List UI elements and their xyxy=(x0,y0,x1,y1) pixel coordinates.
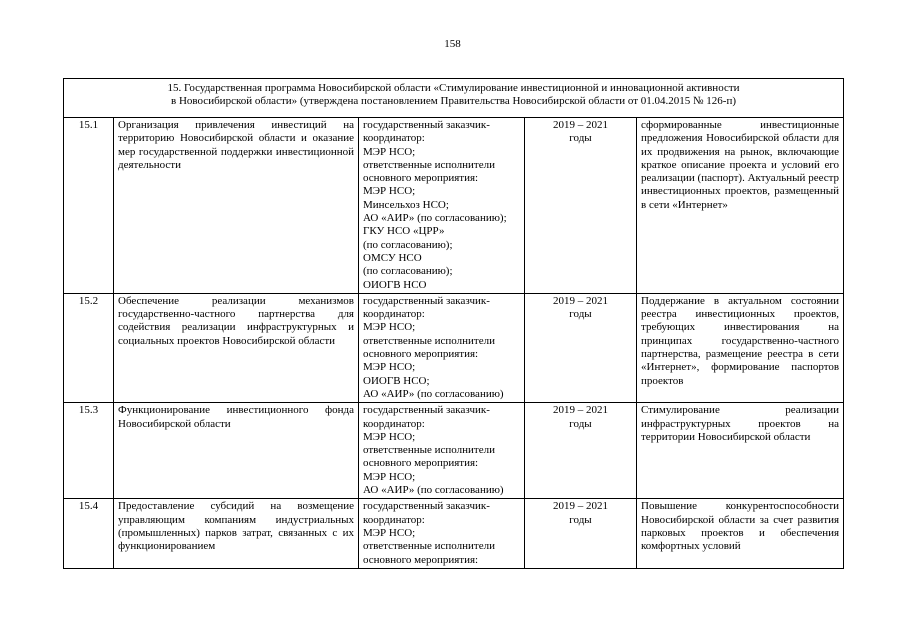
table-row xyxy=(64,499,844,568)
executors xyxy=(359,118,525,294)
table-row xyxy=(64,293,844,402)
executor-line: АО «АИР» (по согласованию) xyxy=(363,387,504,400)
executor-line: основного мероприятия: xyxy=(363,172,479,185)
executor-line: государственный заказчик- xyxy=(363,119,490,131)
executor-line: МЭР НСО; xyxy=(363,526,416,539)
program-header-row xyxy=(64,79,844,118)
executor-line: МЭР НСО; xyxy=(363,361,416,374)
executor-line: ОИОГВ НСО xyxy=(363,278,427,291)
executor-line: МЭР НСО; xyxy=(363,470,416,483)
row-number: 15.3 xyxy=(64,403,114,499)
executor-line: координатор: xyxy=(363,132,425,145)
expected-result: сформированные инвестиционные предложения Новосибирской области для их продвижения на рынок, включающие краткое описание проекта и условий его реализации (паспорт). Актуальный реестр инвестиционных проектов, размещенный в сети «Интернет» xyxy=(637,118,844,294)
table-row xyxy=(64,403,844,499)
measure-name: Предоставление субсидий на возмещение управляющим компаниям индустриальных (промышленных) парков затрат, связанных с их функционированием xyxy=(114,499,359,568)
executor-line: ГКУ НСО «ЦРР» xyxy=(363,225,445,238)
executor-line: АО «АИР» (по согласованию) xyxy=(363,484,504,497)
measure-name: Функционирование инвестиционного фонда Новосибирской области xyxy=(114,403,359,499)
executor-line: Минсельхоз НСО; xyxy=(363,198,449,211)
period-years: 2019 – 2021 xyxy=(553,294,608,307)
executor-line: государственный заказчик- xyxy=(363,404,490,417)
executor-line: координатор: xyxy=(363,417,425,430)
executors xyxy=(359,293,525,402)
period-unit: годы xyxy=(569,308,592,321)
executor-line: ответственные исполнители xyxy=(363,444,495,457)
executor-line: ОИОГВ НСО; xyxy=(363,374,430,387)
period xyxy=(525,118,637,294)
period-unit: годы xyxy=(569,417,592,430)
period-years: 2019 – 2021 xyxy=(553,119,608,131)
period xyxy=(525,403,637,499)
period-unit: годы xyxy=(569,132,592,145)
measure-name: Организация привлечения инвестиций на территорию Новосибирской области и оказание мер государственной поддержки инвестиционной деятельности xyxy=(114,118,359,294)
executor-line: ответственные исполнители xyxy=(363,158,495,171)
executor-line: АО «АИР» (по согласованию); xyxy=(363,212,507,225)
executor-line: государственный заказчик- xyxy=(363,294,490,307)
row-number: 15.2 xyxy=(64,293,114,402)
period-years: 2019 – 2021 xyxy=(553,500,608,513)
executors xyxy=(359,499,525,568)
executor-line: МЭР НСО; xyxy=(363,185,416,198)
expected-result: Повышение конкурентоспособности Новосибирской области за счет развития парковых проектов и обеспечения комфортных условий xyxy=(637,499,844,568)
expected-result: Поддержание в актуальном состоянии реестра инвестиционных проектов, требующих инвестирования на принципах государственно-частного партнерства, размещение реестра в сети «Интернет», формирование паспортов проектов xyxy=(637,293,844,402)
executor-line: ОМСУ НСО xyxy=(363,251,422,264)
row-number: 15.1 xyxy=(64,118,114,294)
measure-name: Обеспечение реализации механизмов государственно-частного партнерства для содействия реализации инфраструктурных и социальных проектов Новосибирской области xyxy=(114,293,359,402)
program-title xyxy=(64,79,844,118)
table-row xyxy=(64,118,844,294)
executor-line: МЭР НСО; xyxy=(363,145,416,158)
page-number: 158 xyxy=(444,38,461,50)
executor-line: МЭР НСО; xyxy=(363,430,416,443)
executor-line: (по согласованию); xyxy=(363,238,453,251)
executor-line: ответственные исполнители xyxy=(363,334,495,347)
executor-line: (по согласованию); xyxy=(363,265,453,278)
executor-line: основного мероприятия: xyxy=(363,348,479,361)
period-years: 2019 – 2021 xyxy=(553,404,608,417)
program-table xyxy=(63,78,844,569)
period-unit: годы xyxy=(569,513,592,526)
period xyxy=(525,499,637,568)
executor-line: координатор: xyxy=(363,513,425,526)
program-title-line1: 15. Государственная программа Новосибирской области «Стимулирование инвестиционной и инновационной активности xyxy=(167,82,740,94)
row-number: 15.4 xyxy=(64,499,114,568)
executor-line: ответственные исполнители xyxy=(363,540,495,553)
executor-line: МЭР НСО; xyxy=(363,321,416,334)
executor-line: основного мероприятия: xyxy=(363,457,479,470)
period xyxy=(525,293,637,402)
executor-line: основного мероприятия: xyxy=(363,553,479,566)
executor-line: государственный заказчик- xyxy=(363,500,490,513)
executor-line: координатор: xyxy=(363,308,425,321)
executors xyxy=(359,403,525,499)
program-title-line2: в Новосибирской области» (утверждена постановлением Правительства Новосибирской области от 01.04.2015 № 126-п) xyxy=(171,95,737,108)
expected-result: Стимулирование реализации инфраструктурных проектов на территории Новосибирской области xyxy=(637,403,844,499)
